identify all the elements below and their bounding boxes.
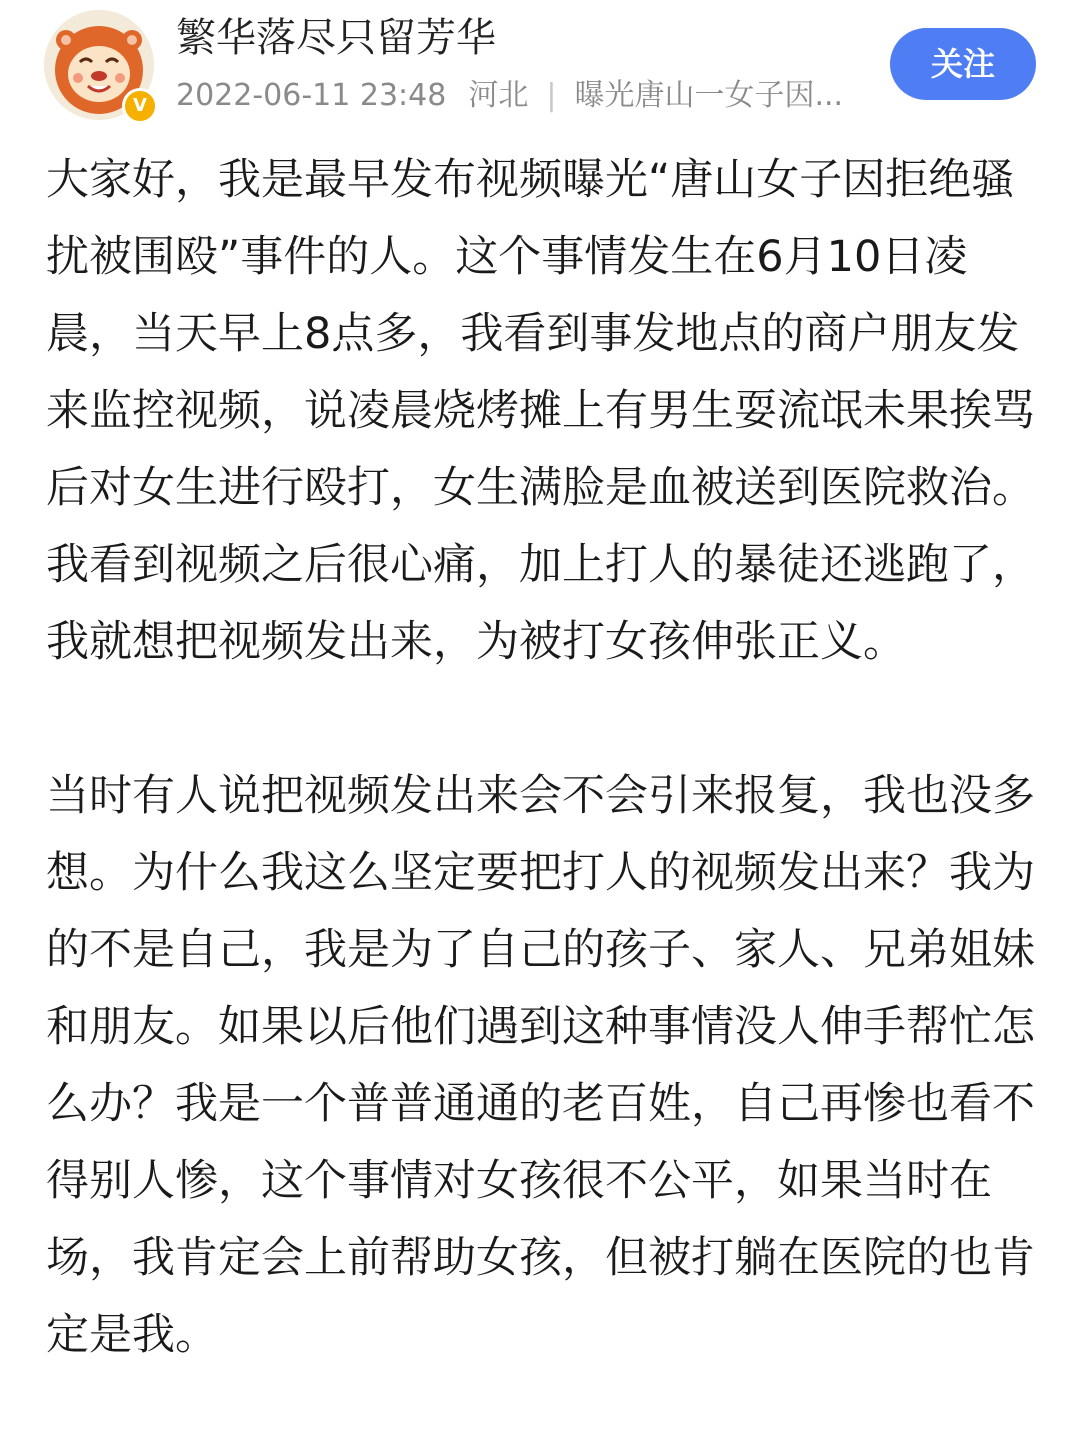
follow-button[interactable]: 关注 xyxy=(890,28,1036,100)
post-datetime: 2022-06-11 23:48 xyxy=(176,78,447,113)
post-header xyxy=(0,0,1080,130)
verified-badge-icon: V xyxy=(122,88,158,124)
post-location: 河北 xyxy=(468,78,529,113)
post-paragraph-2: 当时有人说把视频发出来会不会引来报复，我也没多想。为什么我这么坚定要把打人的视频发出来？我为的不是自己，我是为了自己的孩子、家人、兄弟姐妹和朋友。如果以后他们遇到这种事情没人伸手帮忙怎么办？我是一个普普通通的老百姓，自己再惨也看不得别人惨，这个事情对女孩很不公平，如果当时在场，我肯定会上前帮助女孩，但被打躺在医院的也肯定是我。 xyxy=(46,771,1035,1360)
author-name[interactable]: 繁华落尽只留芳华 xyxy=(176,15,496,61)
post-meta xyxy=(176,76,843,116)
post-content xyxy=(46,142,1036,1374)
topic-link[interactable]: 曝光唐山一女子因... xyxy=(574,78,844,113)
meta-separator: | xyxy=(546,78,557,113)
post-paragraph-1: 大家好，我是最早发布视频曝光“唐山女子因拒绝骚扰被围殴”事件的人。这个事情发生在6月10日凌晨，当天早上8点多，我看到事发地点的商户朋友发来监控视频，说凌晨烧烤摊上有男生耍流氓未果挨骂后对女生进行殴打，女生满脸是血被送到医院救治。我看到视频之后很心痛，加上打人的暴徒还逃跑了，我就想把视频发出来，为被打女孩伸张正义。 xyxy=(46,155,1035,667)
